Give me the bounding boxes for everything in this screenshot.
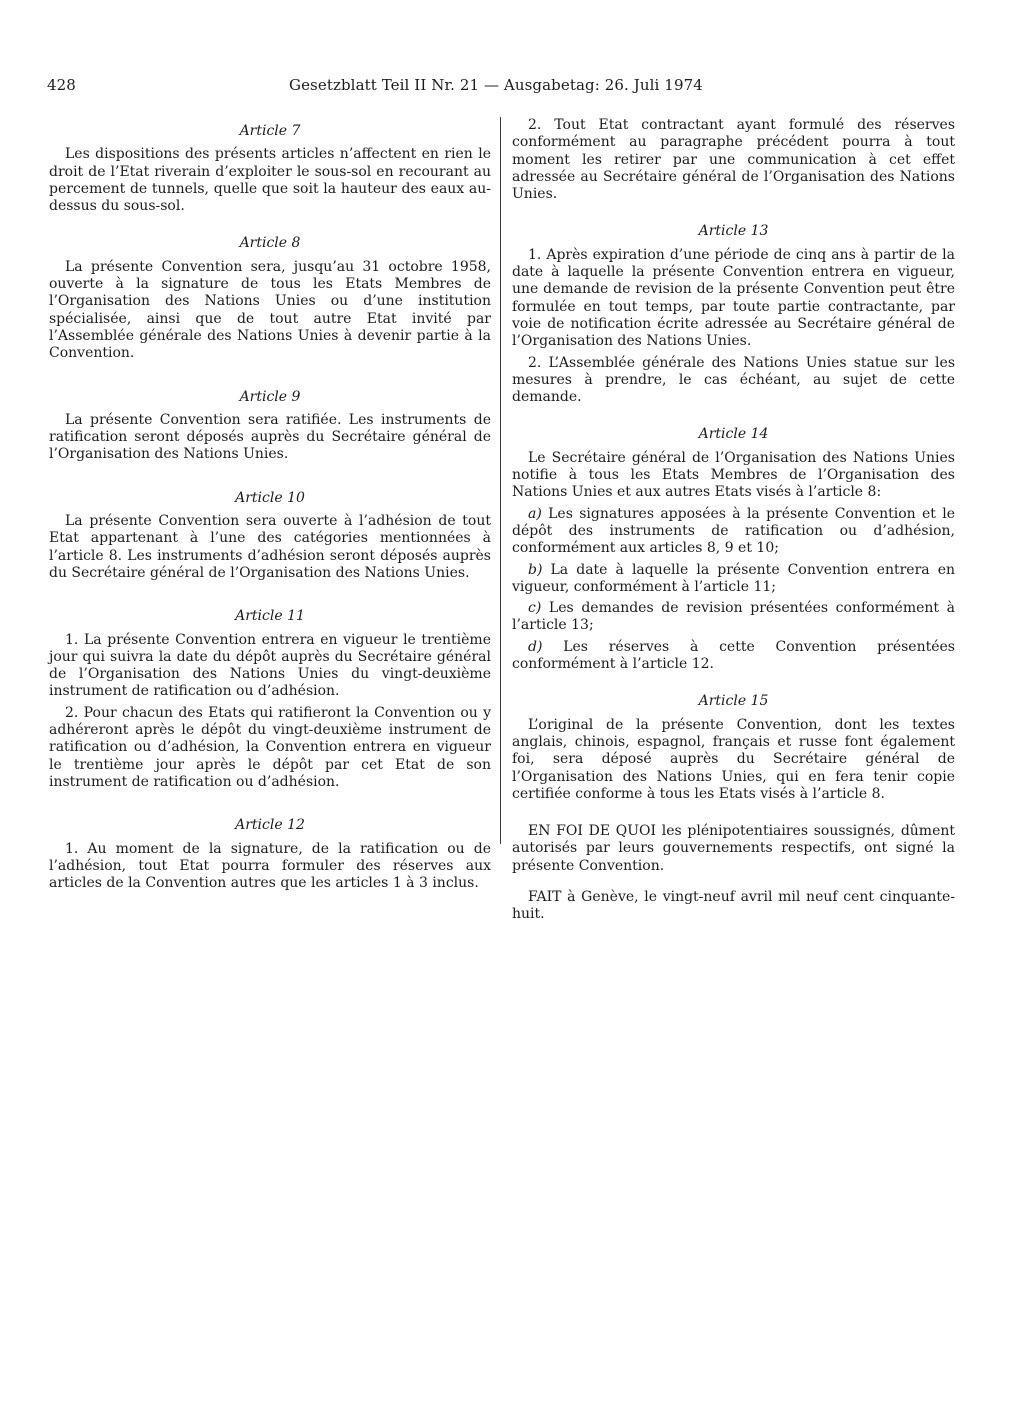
article-13-para-1: 1. Après expiration d’une période de cinq ans à partir de la date à laquelle la présente Convention entrera en vigueur, une demande de revision de la présente Convention peut être formulée en tout temps, par toute partie contractante, par voie de notification écrite adressée au Secrétaire général de l’Organisation des Nations Unies.	[512, 246, 955, 350]
item-text: La date à laquelle la présente Convention entrera en vigueur, conformément à l’article 11;	[512, 561, 955, 595]
article-11-para-1: 1. La présente Convention entrera en vigueur le trentième jour qui suivra la date du dépôt auprès du Secrétaire général de l’Organisation des Nations Unies du vingt-deuxième instrument de ratification ou d’adhésion.	[49, 631, 491, 700]
article-15-heading: Article 15	[698, 693, 769, 710]
column-divider	[500, 117, 501, 844]
article-11-para-2: 2. Pour chacun des Etats qui ratifieront la Convention ou y adhéreront après le dépôt du vingt-deuxième instrument de ratification ou d’adhésion, la Convention entrera en vigueur le trentième jour après le dépôt par cet Etat de son instrument de ratification ou d’adhésion.	[49, 704, 491, 790]
article-7-heading: Article 7	[239, 123, 301, 139]
article-8-text: La présente Convention sera, jusqu’au 31 octobre 1958, ouverte à la signature de tous les Etats Membres de l’Organisation des Nations Unies ou d’une institution spécialisée, ainsi que de tout autre Etat invité par l’Assemblée générale des Nations Unies à devenir partie à la Convention.	[49, 258, 491, 362]
article-14-heading: Article 14	[698, 426, 769, 443]
item-text: Les signatures apposées à la présente Convention et le dépôt des instruments de ratification ou d’adhésion, conformément aux articles 8, 9 et 10;	[512, 505, 955, 557]
article-14-intro: Le Secrétaire général de l’Organisation des Nations Unies notifie à tous les Etats Membres de l’Organisation des Nations Unies et aux autres Etats visés à l’article 8:	[512, 449, 955, 501]
article-14-item-b	[512, 562, 955, 597]
article-7-text: Les dispositions des présents articles n’affectent en rien le droit de l’Etat riverain d’exploiter le sous-sol en recourant au percement de tunnels, quelle que soit la hauteur des eaux au-dessus du sous-sol.	[49, 146, 491, 215]
article-14-item-a	[512, 506, 955, 558]
article-14-item-d	[512, 639, 955, 674]
article-10-text: La présente Convention sera ouverte à l’adhésion de tout Etat appartenant à l’une des catégories mentionnées à l’article 8. Les instruments d’adhésion seront déposés auprès du Secrétaire général de l’Organisation des Nations Unies.	[49, 513, 491, 581]
item-letter: d)	[528, 638, 543, 655]
article-13-heading: Article 13	[698, 223, 769, 240]
closing-done-at: FAIT à Genève, le vingt-neuf avril mil neuf cent cinquante-huit.	[512, 888, 955, 923]
item-letter: c)	[528, 600, 542, 617]
article-9-text: La présente Convention sera ratifiée. Les instruments de ratification seront déposés auprès du Secrétaire général de l’Organisation des Nations Unies.	[49, 411, 491, 463]
article-15-text: L’original de la présente Convention, dont les textes anglais, chinois, espagnol, français et russe font également foi, sera déposé auprès du Secrétaire général de l’Organisation des Nations Unies, qui en fera tenir copie certifiée conforme à tous les Etats visés à l’article 8.	[512, 716, 955, 802]
article-12-para-1: 1. Au moment de la signature, de la ratification ou de l’adhésion, tout Etat pourra formuler des réserves aux articles de la Convention autres que les articles 1 à 3 inclus.	[49, 840, 491, 892]
article-10-heading: Article 10	[235, 489, 305, 506]
article-12-para-2: 2. Tout Etat contractant ayant formulé des réserves conformément au paragraphe précédent pourra à tout moment les retirer par une communication à cet effet adressée au Secrétaire général de l’Organisation des Nations Unies.	[512, 117, 955, 203]
article-9-heading: Article 9	[239, 388, 301, 405]
page-number: 428	[47, 76, 76, 94]
article-12-heading: Article 12	[235, 817, 305, 834]
item-letter: a)	[528, 505, 542, 522]
article-14-item-c	[512, 600, 955, 635]
article-11-heading: Article 11	[235, 608, 305, 625]
closing-witness-clause: EN FOI DE QUOI les plénipotentiaires soussignés, dûment autorisés par leurs gouvernements respectifs, ont signé la présente Convention.	[512, 823, 955, 874]
item-letter: b)	[528, 561, 543, 578]
item-text: Les réserves à cette Convention présentées conformément à l’article 12.	[512, 638, 955, 673]
item-text: Les demandes de revision présentées conformément à l’article 13;	[512, 600, 955, 634]
running-title: Gesetzblatt Teil II Nr. 21 — Ausgabetag: 26. Juli 1974	[289, 76, 703, 94]
article-13-para-2: 2. L’Assemblée générale des Nations Unies statue sur les mesures à prendre, le cas échéant, au sujet de cette demande.	[512, 354, 955, 406]
left-column	[49, 117, 491, 896]
article-8-heading: Article 8	[239, 235, 301, 252]
right-column	[512, 117, 955, 928]
